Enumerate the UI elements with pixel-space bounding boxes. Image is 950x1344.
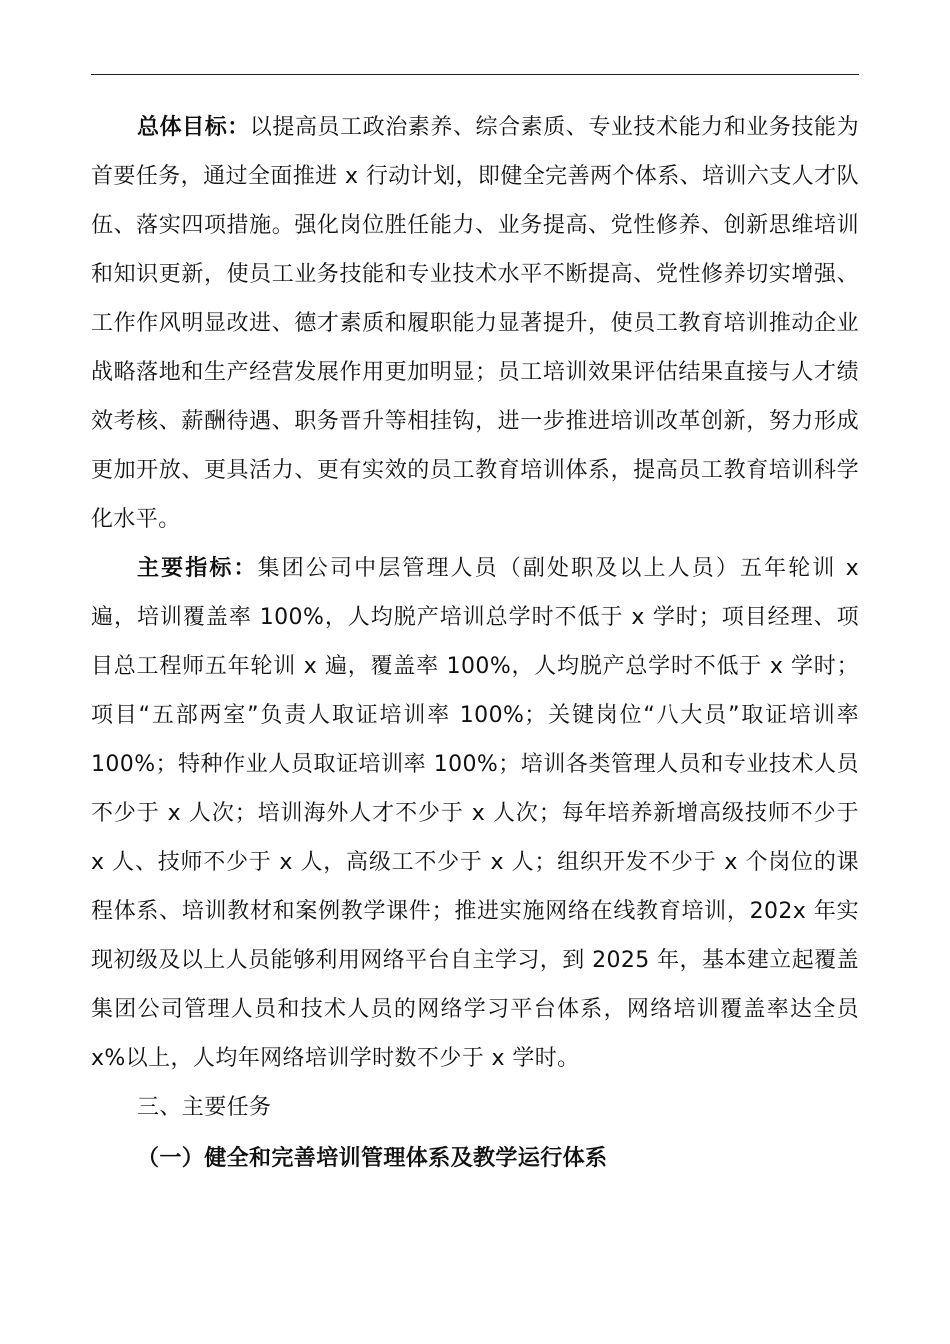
main-indicators-paragraph [91,544,859,1083]
main-indicators-text: 集团公司中层管理人员（副处职及以上人员）五年轮训 x 遍，培训覆盖率 100%，人均脱产培训总学时不低于 x 学时；项目经理、项目总工程师五年轮训 x 遍，覆盖率 100%，人均脱产总学时不低于 x 学时；项目“五部两室”负责人取证培训率 100%；关键岗位“八大员”取证培训率 100%；特种作业人员取证培训率 100%；培训各类管理人员和专业技术人员不少于 x 人次；培训海外人才不少于 x 人次；每年培养新增高级技师不少于 x 人、技师不少于 x 人，高级工不少于 x 人；组织开发不少于 x 个岗位的课程体系、培训教材和案例教学课件；推进实施网络在线教育培训，202x 年实现初级及以上人员能够利用网络平台自主学习，到 2025 年，基本建立起覆盖集团公司管理人员和技术人员的网络学习平台体系，网络培训覆盖率达全员 x%以上，人均年网络培训学时数不少于 x 学时。 [91,556,859,1071]
document-body [91,103,859,1183]
subsection-title: （一）健全和完善培训管理体系及教学运行体系 [137,1146,608,1171]
overall-goal-label: 总体目标： [137,115,250,140]
overall-goal-text: 以提高员工政治素养、综合素质、专业技术能力和业务技能为首要任务，通过全面推进 x 行动计划，即健全完善两个体系、培训六支人才队伍、落实四项措施。强化岗位胜任能力、业务提高、党性修养、创新思维培训和知识更新，使员工业务技能和专业技术水平不断提高、党性修养切实增强、工作作风明显改进、德才素质和履职能力显著提升，使员工教育培训推动企业战略落地和生产经营发展作用更加明显；员工培训效果评估结果直接与人才绩效考核、薪酬待遇、职务晋升等相挂钩，进一步推进培训改革创新，努力形成更加开放、更具活力、更有实效的员工教育培训体系，提高员工教育培训科学化水平。 [91,115,859,532]
section-title: 三、主要任务 [137,1095,272,1120]
header-rule [91,74,859,75]
main-indicators-label: 主要指标： [137,556,258,581]
overall-goal-paragraph [91,103,859,544]
